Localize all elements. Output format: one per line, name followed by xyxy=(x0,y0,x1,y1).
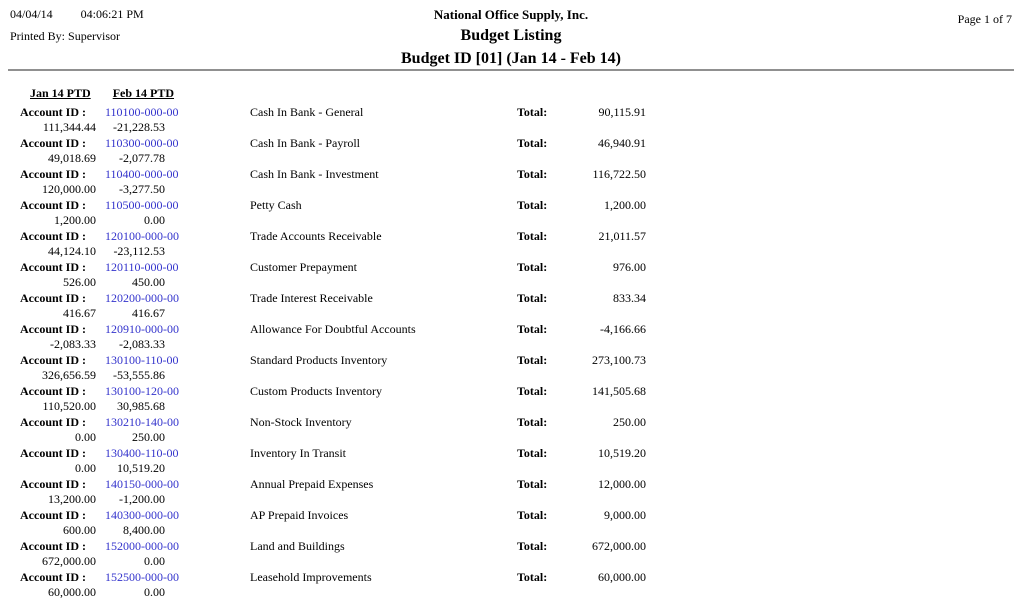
account-description: AP Prepaid Invoices xyxy=(250,508,349,522)
table-row xyxy=(0,569,1022,600)
column-header-jan-ptd: Jan 14 PTD xyxy=(30,86,91,100)
total-label: Total: xyxy=(517,384,548,398)
account-line xyxy=(20,507,1022,523)
total-label: Total: xyxy=(517,353,548,367)
company-name: National Office Supply, Inc. xyxy=(433,7,589,22)
account-description: Petty Cash xyxy=(250,198,302,212)
total-amount: 672,000.00 xyxy=(592,539,646,553)
ptd-values-line xyxy=(20,306,1022,321)
total-label: Total: xyxy=(517,136,548,150)
feb-ptd-value: 0.00 xyxy=(144,213,165,227)
total-amount: 21,011.57 xyxy=(598,229,646,243)
total-label: Total: xyxy=(517,291,548,305)
account-description: Cash In Bank - General xyxy=(250,105,364,119)
ptd-values-line xyxy=(20,182,1022,197)
account-description: Cash In Bank - Payroll xyxy=(250,136,360,150)
feb-ptd-value: 8,400.00 xyxy=(123,523,165,537)
account-id-link[interactable]: 140300-000-00 xyxy=(105,508,179,522)
total-amount: 116,722.50 xyxy=(592,167,646,181)
feb-ptd-value: 416.67 xyxy=(132,306,165,320)
account-id-link[interactable]: 130100-120-00 xyxy=(105,384,179,398)
ptd-values-line xyxy=(20,430,1022,445)
feb-ptd-value: 250.00 xyxy=(132,430,165,444)
table-row xyxy=(0,414,1022,445)
total-label: Total: xyxy=(517,477,548,491)
jan-ptd-value: 526.00 xyxy=(63,275,96,289)
table-row xyxy=(0,476,1022,507)
account-line xyxy=(20,476,1022,492)
jan-ptd-value: 600.00 xyxy=(63,523,96,537)
account-line xyxy=(20,135,1022,151)
account-description: Inventory In Transit xyxy=(250,446,346,460)
total-label: Total: xyxy=(517,570,548,584)
account-id-label: Account ID : xyxy=(20,539,86,553)
feb-ptd-value: -21,228.53 xyxy=(113,120,165,134)
total-amount: 9,000.00 xyxy=(604,508,646,522)
table-row xyxy=(0,259,1022,290)
account-line xyxy=(20,414,1022,430)
jan-ptd-value: 672,000.00 xyxy=(42,554,96,568)
total-amount: -4,166.66 xyxy=(600,322,646,336)
account-id-label: Account ID : xyxy=(20,229,86,243)
header-divider xyxy=(8,69,1014,71)
report-title: Budget Listing xyxy=(460,27,562,44)
feb-ptd-value: -3,277.50 xyxy=(119,182,165,196)
account-line xyxy=(20,290,1022,306)
account-line xyxy=(20,259,1022,275)
column-header-feb-ptd: Feb 14 PTD xyxy=(112,86,175,100)
ptd-values-line xyxy=(20,523,1022,538)
account-line xyxy=(20,538,1022,554)
table-row xyxy=(0,135,1022,166)
account-id-label: Account ID : xyxy=(20,291,86,305)
account-line xyxy=(20,569,1022,585)
total-amount: 10,519.20 xyxy=(598,446,646,460)
ptd-values-line xyxy=(20,554,1022,569)
account-id-link[interactable]: 152500-000-00 xyxy=(105,570,179,584)
total-label: Total: xyxy=(517,415,548,429)
table-row xyxy=(0,507,1022,538)
account-description: Trade Accounts Receivable xyxy=(250,229,382,243)
account-id-label: Account ID : xyxy=(20,570,86,584)
jan-ptd-value: 0.00 xyxy=(75,461,96,475)
feb-ptd-value: -1,200.00 xyxy=(119,492,165,506)
printed-by-value: Supervisor xyxy=(68,29,121,43)
ptd-values-line xyxy=(20,244,1022,259)
feb-ptd-value: -2,083.33 xyxy=(119,337,165,351)
feb-ptd-value: -53,555.86 xyxy=(113,368,165,382)
account-id-label: Account ID : xyxy=(20,353,86,367)
jan-ptd-value: 416.67 xyxy=(63,306,96,320)
total-amount: 833.34 xyxy=(613,291,646,305)
account-line xyxy=(20,104,1022,120)
ptd-values-line xyxy=(20,120,1022,135)
account-id-link[interactable]: 120100-000-00 xyxy=(105,229,179,243)
table-row xyxy=(0,228,1022,259)
jan-ptd-value: 110,520.00 xyxy=(42,399,96,413)
page-number: Page 1 of 7 xyxy=(957,12,1012,26)
ptd-values-line xyxy=(20,275,1022,290)
jan-ptd-value: 13,200.00 xyxy=(48,492,96,506)
total-amount: 273,100.73 xyxy=(592,353,646,367)
account-id-link[interactable]: 110100-000-00 xyxy=(105,105,179,119)
report-body xyxy=(0,104,1022,600)
ptd-values-line xyxy=(20,368,1022,383)
account-line xyxy=(20,352,1022,368)
account-description: Trade Interest Receivable xyxy=(250,291,373,305)
account-id-link[interactable]: 130100-110-00 xyxy=(105,353,179,367)
account-id-link[interactable]: 130400-110-00 xyxy=(105,446,179,460)
table-row xyxy=(0,538,1022,569)
jan-ptd-value: -2,083.33 xyxy=(50,337,96,351)
total-label: Total: xyxy=(517,508,548,522)
account-id-label: Account ID : xyxy=(20,167,86,181)
total-amount: 976.00 xyxy=(613,260,646,274)
jan-ptd-value: 120,000.00 xyxy=(42,182,96,196)
total-amount: 12,000.00 xyxy=(598,477,646,491)
account-line xyxy=(20,228,1022,244)
account-line xyxy=(20,445,1022,461)
account-description: Customer Prepayment xyxy=(250,260,357,274)
jan-ptd-value: 60,000.00 xyxy=(48,585,96,599)
table-row xyxy=(0,445,1022,476)
total-label: Total: xyxy=(517,198,548,212)
total-label: Total: xyxy=(517,539,548,553)
jan-ptd-value: 1,200.00 xyxy=(54,213,96,227)
total-label: Total: xyxy=(517,322,548,336)
ptd-values-line xyxy=(20,399,1022,414)
total-amount: 141,505.68 xyxy=(592,384,646,398)
total-label: Total: xyxy=(517,229,548,243)
report-header xyxy=(0,0,1022,67)
account-id-link[interactable]: 130210-140-00 xyxy=(105,415,179,429)
account-id-label: Account ID : xyxy=(20,415,86,429)
feb-ptd-value: 450.00 xyxy=(132,275,165,289)
feb-ptd-value: 0.00 xyxy=(144,585,165,599)
print-time: 04:06:21 PM xyxy=(80,7,144,21)
account-description: Cash In Bank - Investment xyxy=(250,167,379,181)
table-row xyxy=(0,197,1022,228)
total-label: Total: xyxy=(517,260,548,274)
feb-ptd-value: 30,985.68 xyxy=(117,399,165,413)
column-headers xyxy=(30,86,1022,101)
account-description: Leasehold Improvements xyxy=(250,570,372,584)
account-id-link[interactable]: 110500-000-00 xyxy=(105,198,179,212)
account-id-link[interactable]: 120110-000-00 xyxy=(105,260,179,274)
account-id-label: Account ID : xyxy=(20,446,86,460)
jan-ptd-value: 326,656.59 xyxy=(42,368,96,382)
jan-ptd-value: 111,344.44 xyxy=(42,120,96,134)
table-row xyxy=(0,166,1022,197)
account-id-link[interactable]: 152000-000-00 xyxy=(105,539,179,553)
account-line xyxy=(20,197,1022,213)
account-description: Allowance For Doubtful Accounts xyxy=(250,322,416,336)
account-id-link[interactable]: 110300-000-00 xyxy=(105,136,179,150)
total-amount: 46,940.91 xyxy=(598,136,646,150)
account-id-label: Account ID : xyxy=(20,136,86,150)
account-id-label: Account ID : xyxy=(20,508,86,522)
feb-ptd-value: 0.00 xyxy=(144,554,165,568)
table-row xyxy=(0,290,1022,321)
ptd-values-line xyxy=(20,585,1022,600)
total-amount: 1,200.00 xyxy=(604,198,646,212)
account-id-label: Account ID : xyxy=(20,105,86,119)
account-line xyxy=(20,383,1022,399)
account-id-link[interactable]: 120200-000-00 xyxy=(105,291,179,305)
feb-ptd-value: -23,112.53 xyxy=(113,244,165,258)
jan-ptd-value: 49,018.69 xyxy=(48,151,96,165)
ptd-values-line xyxy=(20,151,1022,166)
account-id-label: Account ID : xyxy=(20,384,86,398)
account-line xyxy=(20,166,1022,182)
ptd-values-line xyxy=(20,213,1022,228)
account-id-label: Account ID : xyxy=(20,477,86,491)
ptd-values-line xyxy=(20,461,1022,476)
account-id-label: Account ID : xyxy=(20,198,86,212)
total-label: Total: xyxy=(517,167,548,181)
table-row xyxy=(0,383,1022,414)
jan-ptd-value: 0.00 xyxy=(75,430,96,444)
account-id-label: Account ID : xyxy=(20,260,86,274)
account-id-label: Account ID : xyxy=(20,322,86,336)
report-titles xyxy=(0,7,1022,68)
total-label: Total: xyxy=(517,105,548,119)
feb-ptd-value: -2,077.78 xyxy=(119,151,165,165)
jan-ptd-value: 44,124.10 xyxy=(48,244,96,258)
account-id-link[interactable]: 120910-000-00 xyxy=(105,322,179,336)
table-row xyxy=(0,352,1022,383)
ptd-values-line xyxy=(20,337,1022,352)
table-row xyxy=(0,104,1022,135)
print-date: 04/04/14 xyxy=(10,7,53,21)
total-amount: 90,115.91 xyxy=(598,105,646,119)
account-description: Standard Products Inventory xyxy=(250,353,388,367)
report-subtitle: Budget ID [01] (Jan 14 - Feb 14) xyxy=(401,50,621,67)
total-amount: 60,000.00 xyxy=(598,570,646,584)
account-description: Annual Prepaid Expenses xyxy=(250,477,374,491)
total-label: Total: xyxy=(517,446,548,460)
feb-ptd-value: 10,519.20 xyxy=(117,461,165,475)
ptd-values-line xyxy=(20,492,1022,507)
account-line xyxy=(20,321,1022,337)
printed-by-label: Printed By: xyxy=(10,29,66,43)
account-description: Custom Products Inventory xyxy=(250,384,382,398)
total-amount: 250.00 xyxy=(613,415,646,429)
print-info xyxy=(10,7,144,44)
table-row xyxy=(0,321,1022,352)
account-description: Land and Buildings xyxy=(250,539,345,553)
account-id-link[interactable]: 140150-000-00 xyxy=(105,477,179,491)
account-description: Non-Stock Inventory xyxy=(250,415,352,429)
account-id-link[interactable]: 110400-000-00 xyxy=(105,167,179,181)
